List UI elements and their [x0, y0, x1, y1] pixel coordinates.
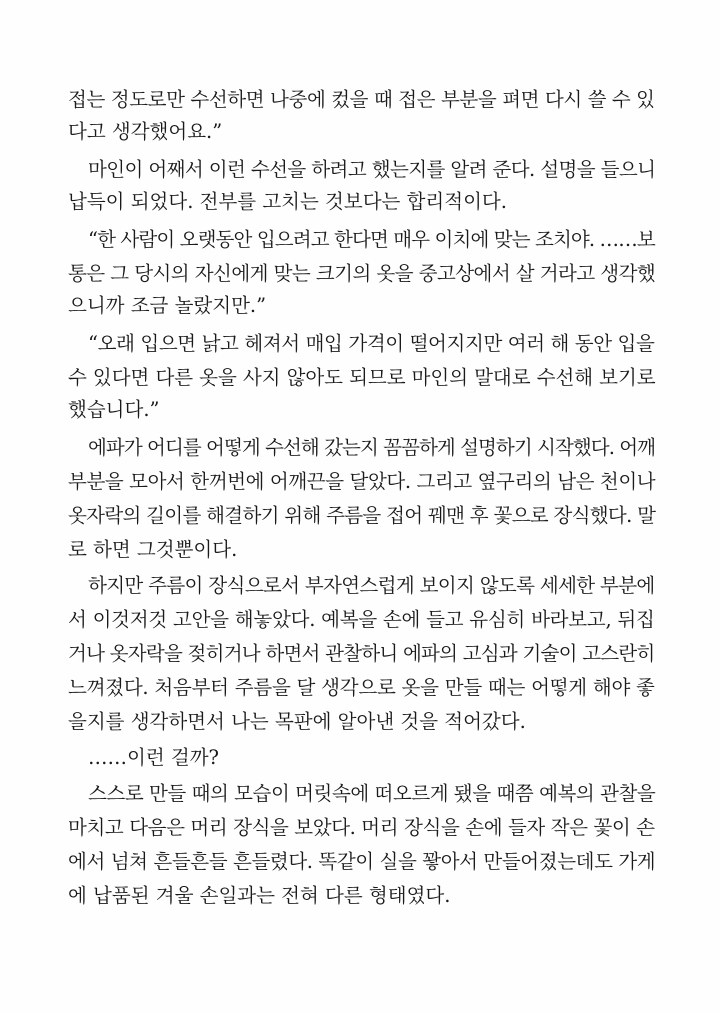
text-line: 했습니다.” [68, 398, 160, 421]
text-line: 로 하면 그것뿐이다. [68, 538, 238, 561]
text-line: 옷자락의 길이를 해결하기 위해 주름을 접어 꿰맨 후 꽃으로 장식했다. 말 [68, 504, 656, 527]
text-line: 마치고 다음은 머리 장식을 보았다. 머리 장식을 손에 들자 작은 꽃이 손 [68, 816, 655, 839]
text-line: 에서 넘쳐 흔들흔들 흔들렸다. 똑같이 실을 꽣아서 만들어졌는데도 가게 [68, 850, 656, 873]
text-line: 에 납품된 겨울 손일과는 전혀 다른 형태였다. [68, 884, 451, 907]
text-line: 거나 옷자락을 젖히거나 하면서 관찰하니 에파의 고심과 기술이 고스란히 [68, 642, 655, 665]
text-line: 마인이 어째서 이런 수선을 하려고 했는지를 알려 준다. 설명을 들으니 [88, 158, 656, 181]
text-line: 을지를 생각하면서 나는 목판에 알아낸 것을 적어갔다. [68, 710, 526, 733]
text-line: 통은 그 당시의 자신에게 맞는 크기의 옷을 중고상에서 살 거라고 생각했 [68, 262, 656, 285]
text-line: 하지만 주름이 장식으로서 부자연스럽게 보이지 않도록 세세한 부분에 [88, 574, 655, 597]
text-line: 납득이 되었다. 전부를 고치는 것보다는 합리적이다. [68, 190, 507, 213]
text-line: ……이런 걸까? [88, 746, 220, 769]
text-line: 으니까 조금 놀랐지만.” [68, 294, 267, 317]
text-line: 에파가 어디를 어떻게 수선해 갔는지 꼼꼼하게 설명하기 시작했다. 어깨 [88, 436, 656, 459]
text-line: “한 사람이 오랫동안 입으려고 한다면 매우 이치에 맞는 조치야. ……보 [88, 228, 655, 251]
text-line: 스스로 만들 때의 모습이 머릿속에 떠오르게 됐을 때쯤 예복의 관찰을 [88, 782, 656, 805]
text-line: 수 있다면 다른 옷을 사지 않아도 되므로 마인의 말대로 수선해 보기로 [68, 366, 656, 389]
text-line: 느껴졌다. 처음부터 주름을 달 생각으로 옷을 만들 때는 어떻게 해야 좋 [68, 676, 655, 699]
text-line: 접는 정도로만 수선하면 나중에 컸을 때 접은 부분을 펴면 다시 쓸 수 있 [68, 88, 655, 111]
text-line: “오래 입으면 낡고 헤져서 매입 가격이 떨어지지만 여러 해 동안 입을 [88, 332, 655, 355]
text-line: 부분을 모아서 한꺼번에 어깨끈을 달았다. 그리고 옆구리의 남은 천이나 [68, 470, 656, 493]
text-line: 다고 생각했어요.” [68, 120, 223, 143]
text-line: 서 이것저것 고안을 해놓았다. 예복을 손에 들고 유심히 바라보고, 뒤집 [68, 608, 655, 631]
